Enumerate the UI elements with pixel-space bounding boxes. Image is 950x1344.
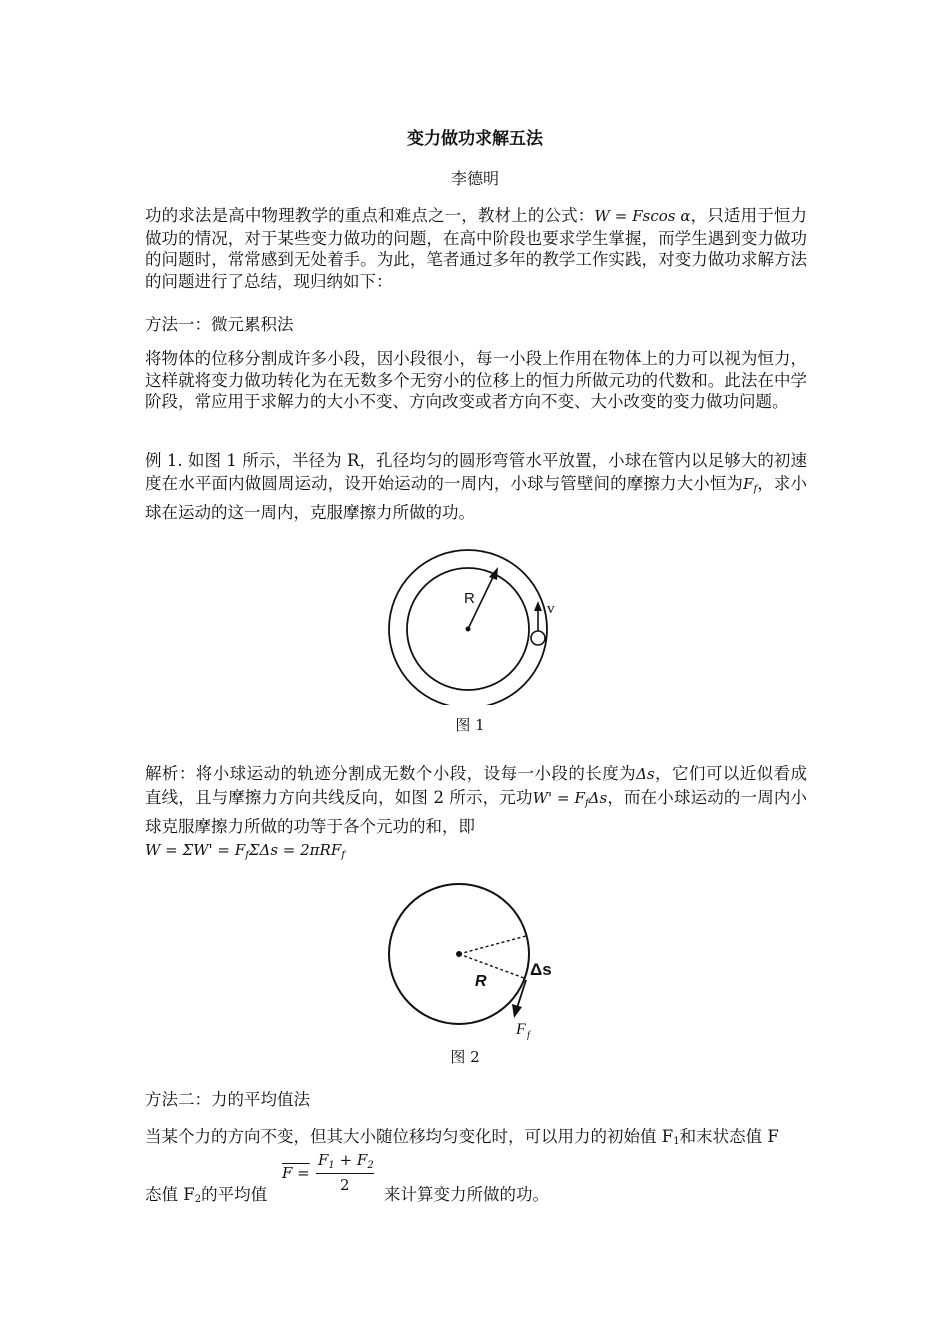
example1-text-b: ，求小球在运动的这一周内，克服摩擦力所做的功。 — [145, 474, 808, 522]
analysis-text-b: ，它们可以近似看成直线，且与摩擦力方向共线反向，如图 2 所示，元功 — [145, 764, 808, 807]
radius-dashed-1 — [459, 936, 526, 954]
average-force-numerator: $F_1 + F_2$ — [318, 1151, 374, 1171]
figure2-label-ds: Δs — [530, 960, 552, 979]
fraction-bar — [316, 1173, 374, 1174]
element-work-formula: $W' = F_f\Delta s$ — [532, 789, 608, 809]
analysis-text-c: ，而在小球运动的一周内小球克服摩擦力所做的功等于各个元功的和，即 — [145, 788, 807, 836]
example1-paragraph — [145, 449, 807, 524]
method2-line1 — [145, 1126, 807, 1153]
figure2-circle-diagram — [380, 880, 570, 1040]
method2-text-a: 当某个力的方向不变，但其大小随位移均匀变化时，可以用力的初始值 F — [145, 1127, 674, 1146]
radius-dashed-2 — [459, 954, 524, 978]
method1-heading: 方法一：微元累积法 — [145, 315, 294, 334]
method2-text-d: 来计算变力所做的功。 — [384, 1185, 549, 1204]
friction-arrowhead — [512, 1004, 522, 1018]
figure1-ring-diagram — [380, 545, 560, 705]
f1-subscript: 1 — [673, 1136, 680, 1147]
figure1-label-r: R — [464, 590, 475, 607]
analysis-paragraph — [145, 762, 807, 867]
figure2-label-f: F — [516, 1021, 526, 1038]
figure2-label-f-sub: f — [527, 1030, 530, 1040]
method1-body: 将物体的位移分割成许多小段，因小段很小，每一小段上作用在物体上的力可以视为恒力，这样就将变力做功转化为在无数多个无穷小的位移上的恒力所做元功的代数和。此法在中学阶段，常应用于求解力的大小不变、方向改变或者方向不变、大小改变的变力做功问题。 — [145, 349, 807, 411]
intro-paragraph — [145, 205, 807, 292]
ball — [531, 631, 545, 645]
total-work-formula: $W = \Sigma W' = F_f\Sigma\Delta s = 2\pi RF_f$ — [145, 841, 345, 861]
method2-line2-text: 态值 F2的平均值 — [145, 1185, 268, 1205]
figure1-label-v: v — [547, 601, 555, 617]
work-formula: W = Fscos α — [594, 207, 691, 225]
method2-heading: 方法二：力的平均值法 — [145, 1090, 310, 1109]
delta-s-symbol: Δs — [636, 765, 655, 783]
friction-symbol: $F_f$ — [743, 475, 758, 495]
method2-text-b: 和末状态值 F — [679, 1127, 779, 1146]
intro-text-pre: 功的求法是高中物理教学的重点和难点之一，教材上的公式： — [145, 206, 595, 225]
figure2-caption: 图 2 — [450, 1048, 480, 1066]
analysis-text-a: 解析：将小球运动的轨迹分割成无数个小段，设每一小段的长度为 — [145, 764, 637, 783]
velocity-arrowhead — [534, 601, 542, 611]
example1-text-a: 例 1. 如图 1 所示，半径为 R，孔径均匀的圆形弯管水平放置，小球在管内以足够大的初速度在水平面内做圆周运动，设开始运动的一周内，小球与管壁间的摩擦力大小恒为 — [145, 451, 807, 493]
document-author: 李德明 — [450, 169, 499, 188]
average-force-denominator: 2 — [340, 1176, 350, 1194]
document-title: 变力做功求解五法 — [407, 129, 543, 149]
average-force-lhs: F = — [282, 1164, 310, 1182]
figure2-label-r: R — [475, 973, 487, 990]
figure1-caption: 图 1 — [455, 716, 485, 734]
intro-text-post: ，只适用于恒力做功的情况，对于某些变力做功的问题，在高中阶段也要求学生掌握，而学生遇到变力做功的问题时，常常感到无处着手。为此，笔者通过多年的教学工作实践，对变力做功求解方法的问题进行了总结，现归纳如下： — [145, 206, 808, 291]
radius-arrowhead — [489, 567, 498, 580]
